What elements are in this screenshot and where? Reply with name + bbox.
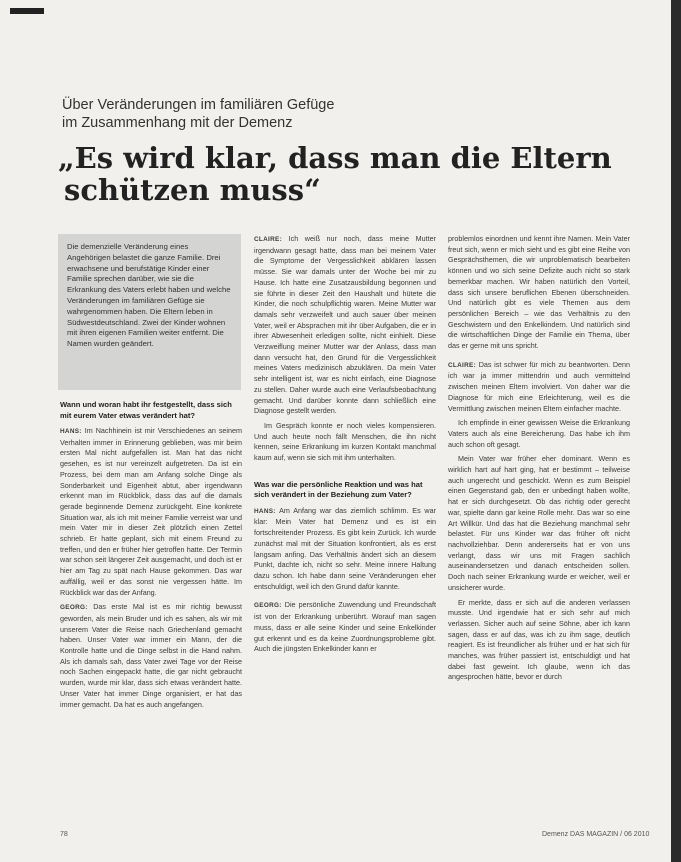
answer-paragraph: problemlos einordnen und kennt ihre Namen. Mein Vater freut sich, wenn er mich sieht und es gibt eine Reihe von Gesprächsthemen, die wir unproblematisch bearbeiten können und wo sich seine Defizite auch nicht so stark bemerkbar machen. Wir haben natürlich den Vorteil, dass sich unsere beruflichen Ebenen überschneiden. Und natürlich gibt es viele Themen aus dem persönlichen Bereich – wie das Verhältnis zu den Geschwistern und den Enkelkindern. Und natürlich sind die wirtschaftlichen Dinge der Familie ein Thema, über das er gerne mit uns spricht. <box>448 234 630 351</box>
answer-paragraph <box>254 600 436 655</box>
answer-paragraph <box>448 360 630 415</box>
question-heading: Was war die persönliche Reaktion und was hat sich verändert in der Beziehung zum Vater? <box>254 479 423 500</box>
scan-edge <box>671 0 681 862</box>
answer-text: Das ist schwer für mich zu beantworten. Denn ich war ja immer mittendrin und auch vermittelnd zwischen meinen Eltern involviert. Von daher war die Diagnose für mich eine Erleichterung, weil es die Vermittlung zwischen meinen Eltern einfacher machte. <box>448 359 630 413</box>
intro-text: Die demenzielle Veränderung eines Angehörigen belastet die ganze Familie. Drei erwachsene und berufstätige Kinder einer Familie sprechen darüber, wie sie die Erkrankung des Vaters erlebt haben und welche Veränderungen im familiären Gefüge sie wahrgenommen haben. Die Eltern leben in Südwestdeutschland. Zwei der Kinder wohnen mit ihren eigenen Familien weiter entfernt. Die Namen wurden geändert. <box>67 242 231 349</box>
answer-paragraph: Er merkte, dass er sich auf die anderen verlassen musste. Und irgendwie hat er sich sehr auf mich verlassen. Sicher auch auf seine Söhne, aber ich kann sagen, dass er auf das, was ich zu ihm sage, deutlich reagiert. Es ist freundlicher als früher und er hat sich für manches, was früher passiert ist, entschuldigt und hat dabei fast geweint. Ich glaube, wenn ich das angesprochen hätte, bevor er durch <box>448 597 630 682</box>
article-subtitle <box>62 96 502 132</box>
speaker-label: CLAIRE: <box>254 236 283 243</box>
subtitle-line-2: im Zusammenhang mit der Demenz <box>62 115 293 131</box>
text-column-2 <box>254 234 436 659</box>
answer-paragraph <box>60 426 242 598</box>
intro-box <box>58 234 241 390</box>
answer-paragraph <box>60 602 242 710</box>
answer-paragraph: Ich empfinde in einer gewissen Weise die Erkrankung Vaters auch als eine Bereicherung. Das habe ich ihm auch schon oft gesagt. <box>448 418 630 449</box>
answer-text: Ich weiß nur noch, dass meine Mutter irgendwann gesagt hatte, dass man bei meinem Vater die Symptome der Vergesslichkeit abklären lassen müsse. Sie war damals unter der Woche bei mir zu Hause. Ich hatte eine Zusatzausbildung begonnen und sie führte in dieser Zeit den Haushalt und hütete die Kinder, die noch schulpflichtig waren. Meine Mutter war damals sehr verzweifelt und auch sauer über meinen Vater, weil er Absprachen mit ihr über Aufgaben, die er in ihrer Abwesenheit erledigen sollte, nicht einhielt. Diese Verzweiflung meiner Mutter war der Anlass, dass man dann versucht hat, den Grund für die Vergesslichkeit meines Vaters medizinisch abzuklären. Da mein Vater sehr intelligent ist, war es nicht einfach, eine Diagnose zu stellen. Daher wurde auch eine Verlaufsbeobachtung gemacht. Und darüber konnte dann schließlich eine Diagnose gestellt werden. <box>254 234 437 416</box>
subtitle-line-1: Über Veränderungen im familiären Gefüge <box>62 97 335 113</box>
speaker-label: HANS: <box>254 507 276 515</box>
answer-paragraph <box>254 234 436 417</box>
question-heading: Wann und woran habt ihr festgestellt, dass sich mit eurem Vater etwas verändert hat? <box>60 400 232 420</box>
speaker-label: HANS: <box>60 428 82 435</box>
text-column-3 <box>448 234 630 687</box>
page-number: 78 <box>60 831 68 838</box>
answer-paragraph: Im Gespräch konnte er noch vieles kompensieren. Und auch heute noch fällt Menschen, die ihn nicht kennen, seine Erkrankung im kurzen Kontakt manchmal kaum auf, wenn sie sich mit ihm unterhalten. <box>254 420 436 463</box>
answer-paragraph <box>254 506 436 593</box>
answer-text: Das erste Mal ist es mir richtig bewusst geworden, als mein Bruder und ich es sahen, als wir mit unserem Vater die Reise nach Griechenland gemacht haben. Unser Vater war immer ein Mann, der die Kontrolle hatte und die Dinge selbst in die Hand nahm. Als ich damals sah, dass Vater zwei Tage vor der Reise noch Sachen eingepackt hatte, die gar nicht gebraucht wurden, wurde mir klar, dass sich etwas verändert hatte. Unser Vater hat immer Dinge organisiert, er hat das immer gemacht. Da hat es auch angefangen. <box>60 602 243 709</box>
speaker-label: GEORG: <box>60 604 88 612</box>
speaker-label: CLAIRE: <box>448 361 477 369</box>
answer-text: Im Nachhinein ist mir Verschiedenes an seinem Verhalten immer in Erinnerung geblieben, was mir beim ersten Mal nicht aufgefallen ist. Man hat das nicht gesehen, es ist nur vereinzelt aufgetreten. Da ist ein Prozess, bei dem man am Anfang solche Dinge als Sonderbarkeit und Eigenheit abtut, aber irgendwann erkennt man im Rückblick, dass das auf die damals gerade beginnende Demenz zurückgeht. Eine konkrete Situation war, als ich mit meiner Familie verreist war und mein Vater mir in dieser Zeit plötzlich einen Zettel schrieb. Er hatte geplant, sich mit einem Freund zu treffen, und den er früher hier getroffen hatte. Der Termin war schon seit längerer Zeit ausgemacht, und doch ist er hier am Tag zu spät nach Hause gekommen. Das war auffällig, weil er das sonst nie vergessen hätte. Im Rückblick war das der Anfang. <box>60 426 242 597</box>
magazine-issue: Demenz DAS MAGAZIN / 06 2010 <box>542 831 650 838</box>
headline-line-1: „Es wird klar, dass man die Eltern <box>58 141 612 175</box>
answer-text: Am Anfang war das ziemlich schlimm. Es war klar: Mein Vater hat Demenz und es ist ein fortschreitender Prozess. Es gibt kein Zurück. Ich wurde zunächst mal mit der Situation konfrontiert, als es erst langsam anfing. Das Verhältnis ändert sich an diesem Punkt, dachte ich, nicht so sehr. Meine innere Haltung dazu schon. Ich habe dann seine Veränderungen eher entschuldigt, weil ich den Grund dafür kannte. <box>254 505 436 591</box>
answer-text: Die persönliche Zuwendung und Freundschaft ist von der Erkrankung unberührt. Worauf man sagen muss, dass er alle seine Kinder und seine Enkelkinder gut erkennt und es da keine Zuordnungsprobleme gibt. Auch die jüngsten Enkelkinder kann er <box>254 600 436 654</box>
speaker-label: GEORG: <box>254 602 282 610</box>
headline-line-2: schützen muss“ <box>64 173 321 207</box>
text-column-1 <box>60 400 242 714</box>
article-headline <box>58 142 618 206</box>
answer-paragraph: Mein Vater war früher eher dominant. Wenn es wirklich hart auf hart ging, hat er bestimmt – teilweise auch ungerecht und geschickt. Wenn es zum Beispiel einen Gegenstand gab, den er unbedingt haben wollte, hat er sich durchgesetzt. Ob das richtig oder gerecht war, spielte dann gar keine Rolle mehr. Das war so eine Art Willkür. Und das hat die Beziehung manchmal sehr belastet. Für uns Kinder war das früher oft nicht nachvollziehbar. Denn andererseits hat er von uns verlangt, dass wir uns mit Fragen sachlich auseinandersetzen und danach entscheiden sollen. Doch nach seiner Erkrankung wurde er weicher, weil er unsicherer wurde. <box>448 454 630 592</box>
scan-corner-mark <box>10 8 44 14</box>
